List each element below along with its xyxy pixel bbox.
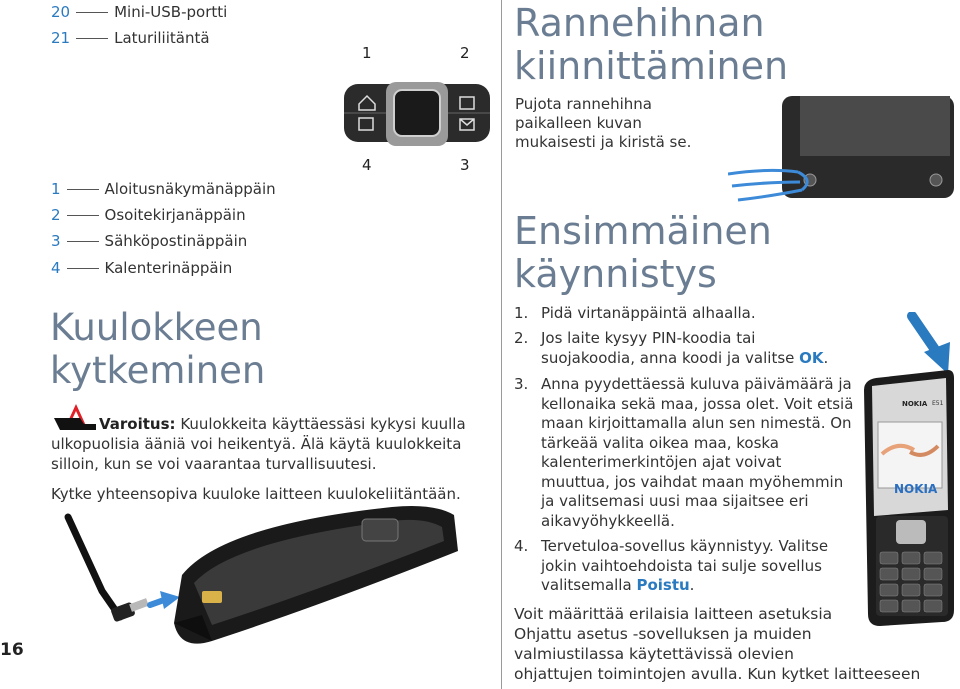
headset-title-line1: Kuulokkeen: [50, 306, 263, 349]
phone-brand-screen: NOKIA: [894, 482, 938, 496]
legend-dash: [67, 268, 99, 269]
legend-number: 1: [51, 180, 61, 198]
poistu-link[interactable]: Poistu: [636, 576, 690, 594]
strap-title-line1: Rannehihnan: [514, 1, 765, 45]
legend-item-calendar-key: [51, 257, 232, 279]
list-item: [514, 537, 854, 597]
step-number: 2.: [514, 329, 529, 347]
warning-icon: [52, 402, 100, 432]
legend-dash: [67, 215, 99, 216]
step-line: Pidä virtanäppäintä alhaalla.: [541, 304, 756, 322]
step-number: 4.: [514, 537, 529, 555]
warning-line1: [99, 415, 466, 434]
legend-item-mini-usb: [51, 1, 227, 23]
legend-label: Aloitusnäkymänäppäin: [104, 180, 276, 198]
legend-item-home-key: [51, 178, 276, 200]
headset-title-line2: kytkeminen: [50, 349, 266, 392]
legend-dash: [67, 241, 99, 242]
warning-line2: ulkopuolisia ääniä voi heikentyä. Älä käytä kuulokkeita: [51, 435, 462, 453]
arrow-down-icon: [906, 312, 954, 376]
phone-model: E51: [932, 400, 944, 407]
headset-connection-illustration: [62, 505, 462, 685]
startup-title-line1: Ensimmäinen: [514, 209, 772, 253]
step-line: Tervetuloa-sovellus käynnistyy. Valitse: [541, 537, 829, 555]
step-line: aikavyöhykkeellä.: [541, 511, 675, 530]
step-line: maan kirjoittamalla alun sen nimestä. On: [541, 414, 852, 432]
wrist-strap-illustration: [728, 96, 954, 214]
legend-number: 2: [51, 206, 61, 224]
strap-title-line2: kiinnittäminen: [514, 44, 789, 88]
step-line: Jos laite kysyy PIN-koodia tai: [541, 329, 756, 347]
step-line: valitsemalla Poistu.: [541, 576, 695, 594]
settings-para-line1: Voit määrittää erilaisia laitteen asetuksia: [514, 605, 833, 623]
legend-number: 20: [51, 3, 71, 21]
list-item: [514, 375, 854, 535]
step-line: ja valitsemasi uusi maa sijaitsee eri: [541, 492, 809, 510]
settings-para-line4: ohjattujen toimintojen avulla. Kun kytket laitteeseen: [514, 665, 921, 683]
headset-instruction: Kytke yhteensopiva kuuloke laitteen kuulokeliitäntään.: [51, 485, 461, 503]
phone-brand-top: NOKIA: [902, 400, 928, 408]
list-item: [514, 304, 854, 324]
step-line: kalenterimerkintöjen ajat voivat: [541, 453, 782, 471]
step-line: Anna pyydettäessä kuluva päivämäärä ja: [541, 375, 852, 393]
callout-2: 2: [460, 44, 470, 62]
legend-label: Laturiliitäntä: [114, 29, 210, 47]
step-line: muuttua, jos vaihdat maan myöhemmin: [541, 472, 844, 491]
step-line: tärkeää valita oikea maa, koska: [541, 433, 779, 452]
settings-para-line2: Ohjattu asetus -sovelluksen ja muiden: [514, 625, 812, 643]
legend-label: Mini-USB-portti: [114, 3, 228, 21]
legend-label: Kalenterinäppäin: [104, 259, 233, 277]
legend-number: 3: [51, 232, 61, 250]
legend-dash: [67, 189, 99, 190]
column-divider: [501, 0, 502, 689]
warning-line3: silloin, kun se voi vaarantaa turvallisuutesi.: [51, 455, 377, 473]
legend-item-email-key: [51, 230, 247, 252]
legend-dash: [76, 38, 108, 39]
step-line: suojakoodia, anna koodi ja valitse OK.: [541, 349, 829, 367]
legend-label: Osoitekirjanäppäin: [104, 206, 246, 224]
strap-text-line2: paikalleen kuvan: [515, 114, 642, 132]
legend-number: 21: [51, 29, 71, 47]
legend-item-contacts-key: [51, 204, 246, 226]
step-line: jokin vaihtoehdoista tai sulje sovellus: [541, 556, 822, 575]
startup-title-line2: käynnistys: [514, 252, 717, 296]
settings-para-line3: valmiustilassa käytettävissä olevien: [514, 645, 794, 663]
warning-label: Varoitus:: [99, 415, 176, 433]
step-line: kellonaika sekä maa, jossa olet. Voit etsiä: [541, 394, 854, 413]
step-number: 3.: [514, 375, 529, 393]
keys-illustration: [342, 40, 492, 180]
legend-dash: [76, 12, 108, 13]
callout-3: 3: [460, 156, 470, 174]
strap-text-line1: Pujota rannehihna: [515, 95, 652, 113]
warning-text: Kuulokkeita käyttäessäsi kykysi kuulla: [180, 415, 466, 433]
strap-text-line3: mukaisesti ja kiristä se.: [515, 133, 692, 151]
ok-link[interactable]: OK: [799, 349, 824, 367]
navigation-keypad-icon: [342, 80, 492, 148]
callout-4: 4: [362, 156, 372, 174]
phone-front-illustration: [858, 370, 954, 626]
legend-number: 4: [51, 259, 61, 277]
list-item: [514, 329, 854, 369]
legend-label: Sähköpostinäppäin: [104, 232, 248, 250]
page-number: 16: [0, 640, 24, 660]
legend-item-charger: [51, 27, 210, 49]
callout-1: 1: [362, 44, 372, 62]
step-number: 1.: [514, 304, 529, 322]
